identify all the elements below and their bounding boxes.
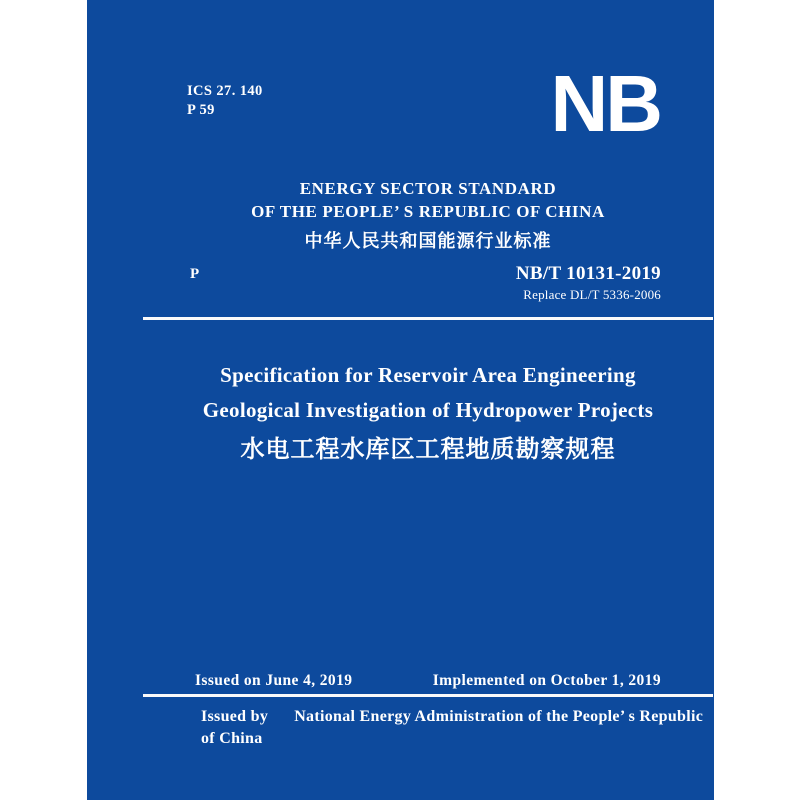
top-divider: [143, 317, 713, 320]
ics-code: ICS 27. 140: [187, 83, 263, 99]
issued-by-row: [143, 706, 713, 750]
classification-codes: [187, 82, 263, 120]
header-en-line1: ENERGY SECTOR STANDARD: [299, 179, 557, 198]
title-en-line1: Specification for Reservoir Area Engineering: [220, 363, 636, 387]
nb-logo: NB: [550, 59, 660, 148]
standard-title: [143, 358, 713, 466]
standard-cover: [87, 0, 714, 800]
dates-row: [143, 672, 661, 692]
title-en-line2: Geological Investigation of Hydropower Projects: [202, 398, 654, 422]
header-zh: 中华人民共和国能源行业标准: [304, 231, 552, 251]
implemented-on-date: Implemented on October 1, 2019: [432, 672, 661, 689]
bottom-divider: [143, 694, 713, 697]
header-en-line2: OF THE PEOPLE’ S REPUBLIC OF CHINA: [251, 202, 605, 221]
standard-header: [143, 177, 713, 253]
p-label: P: [190, 266, 200, 282]
issued-on-date: Issued on June 4, 2019: [195, 672, 353, 689]
title-zh: 水电工程水库区工程地质勘察规程: [240, 437, 616, 463]
standard-number: NB/T 10131-2019: [515, 263, 661, 284]
p-code: P 59: [187, 102, 215, 118]
issued-by-value: National Energy Administration of the People’ s Republic of China: [201, 708, 704, 747]
issued-by-label: Issued by: [201, 708, 269, 725]
replace-note: Replace DL/T 5336-2006: [523, 287, 661, 302]
standard-code-row: [143, 263, 661, 287]
